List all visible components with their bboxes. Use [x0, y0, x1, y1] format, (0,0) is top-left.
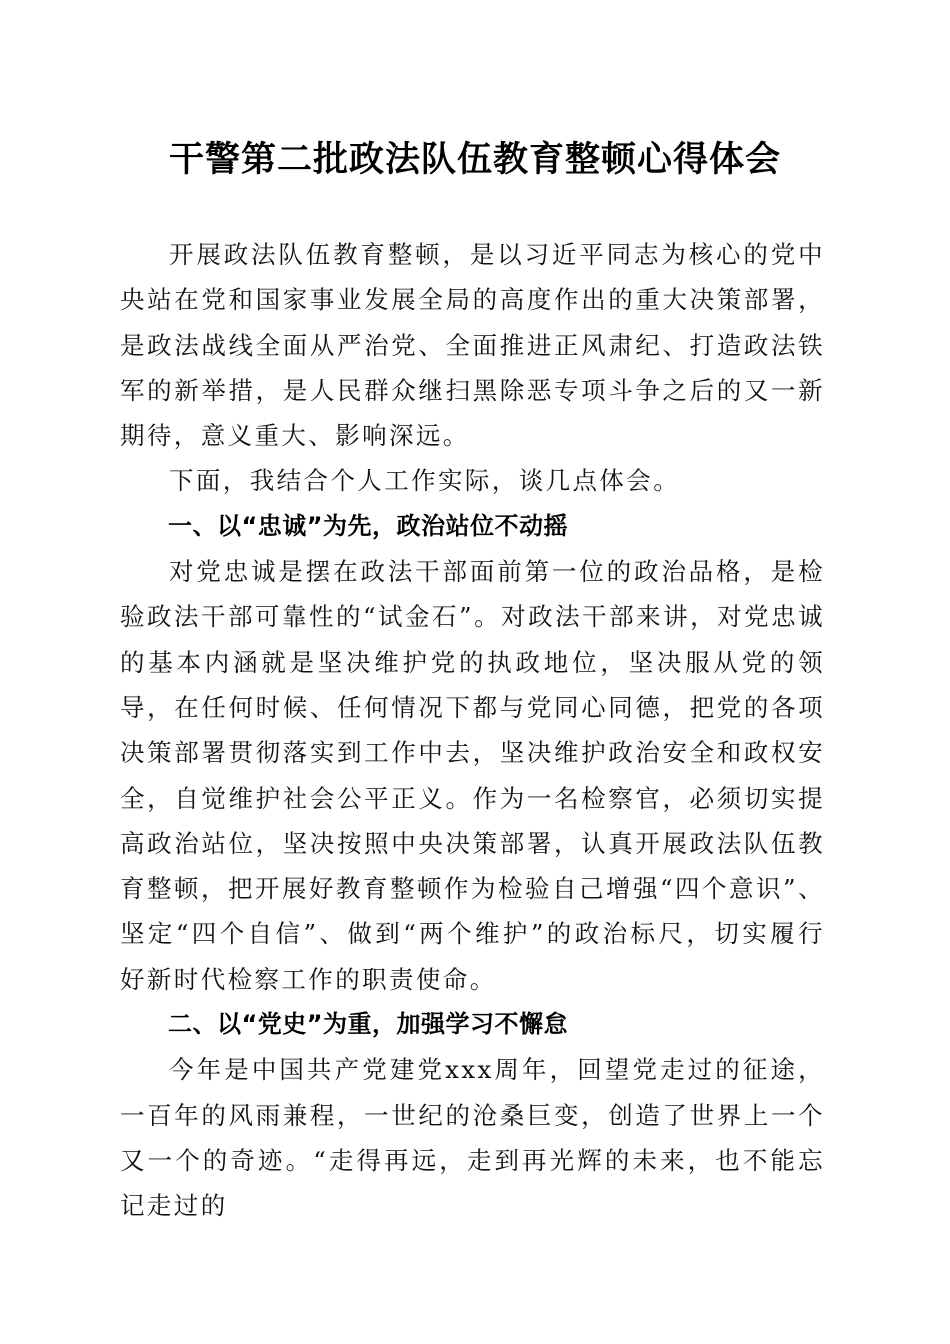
intro-paragraph: 开展政法队伍教育整顿，是以习近平同志为核心的党中央站在党和国家事业发展全局的高度作出的重大决策部署，是政法战线全面从严治党、全面推进正风肃纪、打造政法铁军的新举措，是人民群众继扫黑除恶专项斗争之后的又一新期待，意义重大、影响深远。: [120, 240, 825, 451]
section-1-heading: 一、以“忠诚”为先，政治站位不动摇: [168, 511, 569, 540]
section-2-paragraph: 今年是中国共产党建党xxx周年，回望党走过的征途，一百年的风雨兼程，一世纪的沧桑巨变，创造了世界上一个又一个的奇迹。“走得再远，走到再光辉的未来，也不能忘记走过的: [120, 1055, 825, 1221]
section-1-paragraph: 对党忠诚是摆在政法干部面前第一位的政治品格，是检验政法干部可靠性的“试金石”。对政法干部来讲，对党忠诚的基本内涵就是坚决维护党的执政地位，坚决服从党的领导，在任何时候、任何情况下都与党同心同德，把党的各项决策部署贯彻落实到工作中去，坚决维护政治安全和政权安全，自觉维护社会公平正义。作为一名检察官，必须切实提高政治站位，坚决按照中央决策部署，认真开展政法队伍教育整顿，把开展好教育整顿作为检验自己增强“四个意识”、坚定“四个自信”、做到“两个维护”的政治标尺，切实履行好新时代检察工作的职责使命。: [120, 557, 825, 994]
document-title: 干警第二批政法队伍教育整顿心得体会: [168, 139, 781, 180]
section-2-heading: 二、以“党史”为重，加强学习不懈怠: [168, 1010, 569, 1039]
intro-transition-paragraph: 下面，我结合个人工作实际，谈几点体会。: [169, 466, 681, 496]
document-body: [120, 232, 825, 1229]
